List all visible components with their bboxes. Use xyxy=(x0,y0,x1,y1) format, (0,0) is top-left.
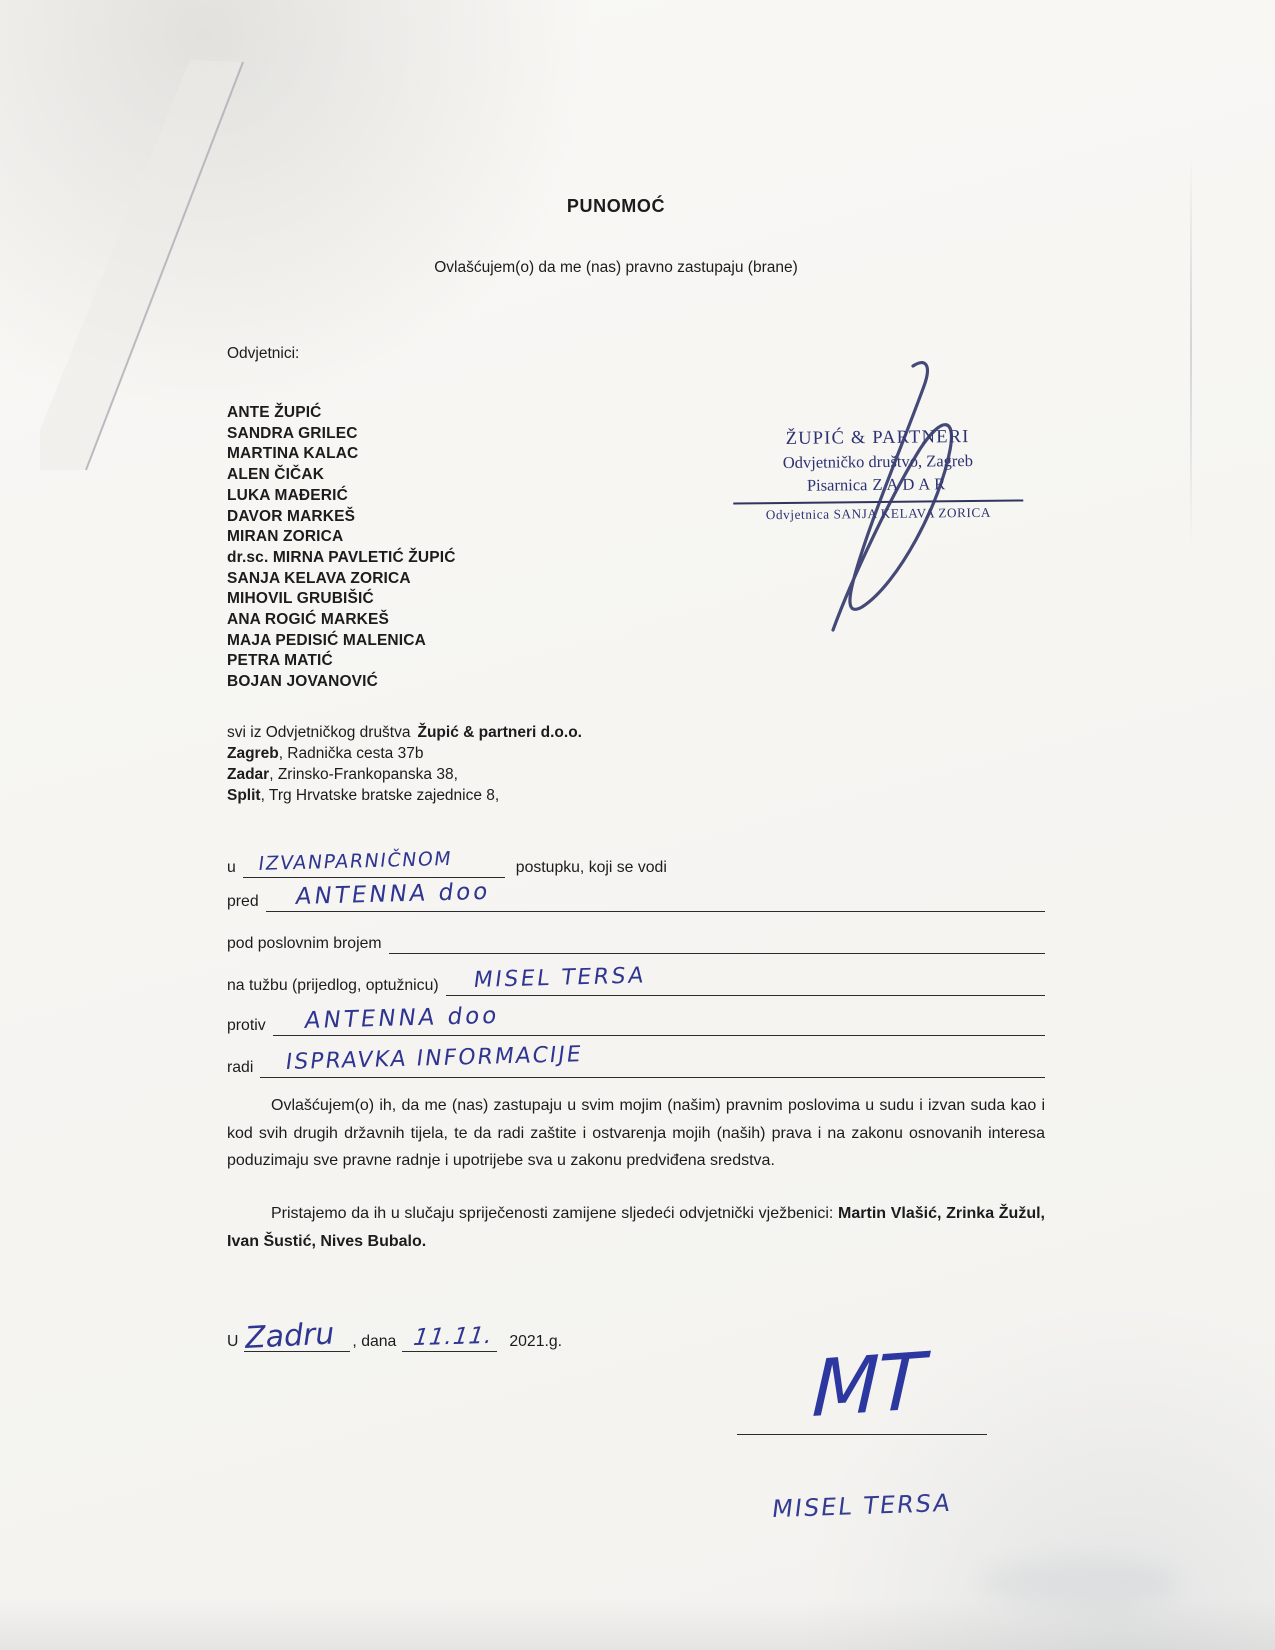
field-line-u xyxy=(243,847,505,878)
field-label-pred: pred xyxy=(227,893,259,910)
stamp-firm-name: ŽUPIĆ & PARTNERI xyxy=(785,427,970,449)
field-label-broj: pod poslovnim brojem xyxy=(227,935,382,952)
lawyer-name: ALEN ČIČAK xyxy=(227,466,325,484)
document-subtitle: Ovlašćujem(o) da me (nas) pravno zastupaju (brane) xyxy=(434,259,798,276)
closing-place-line xyxy=(244,1316,350,1356)
address-rest: , Trg Hrvatske bratske zajednice 8, xyxy=(260,787,500,804)
handwritten-date: 11.11. xyxy=(412,1322,495,1351)
field-line-protiv xyxy=(273,1002,1045,1036)
trainee-names: Martin Vlašić, Zrinka Žužul, Ivan Šustić, Nives Bubalo. xyxy=(227,1205,1045,1250)
form-row-tuzba xyxy=(227,963,1045,996)
address-city: Zagreb xyxy=(227,745,279,762)
trainees-paragraph xyxy=(227,1200,1045,1255)
closing-date-line xyxy=(402,1319,497,1352)
field-label-radi: radi xyxy=(227,1059,254,1076)
handwritten-radi-value: ISPRAVKA INFORMACIJE xyxy=(284,1042,585,1075)
field-label-tuzba: na tužbu (prijedlog, optužnicu) xyxy=(227,977,439,994)
field-label-protiv: protiv xyxy=(227,1017,266,1034)
field-label-u: u xyxy=(227,859,236,876)
address-rest: , Radnička cesta 37b xyxy=(278,745,424,762)
firm-name: Župić & partneri d.o.o. xyxy=(417,724,582,741)
handwritten-pred-value: ANTENNA doo xyxy=(293,878,492,910)
address-line xyxy=(227,743,582,764)
closing-date-row xyxy=(227,1316,568,1356)
field-line-broj xyxy=(389,923,1045,954)
authorization-paragraph: Ovlašćujem(o) ih, da me (nas) zastupaju u svim mojim (našim) pravnim poslovima u sudu i izvan suda kao i kod svih drugih državnih tijela, te da radi zaštite i ostvarenja mojih (naših) prava i na zakonu osnovanih interesa poduzimaju sve pravne radnje i upotrijebe sva u zakonu predviđena sredstva. xyxy=(227,1097,1045,1169)
signature-line xyxy=(737,1434,987,1435)
address-city: Zadar xyxy=(227,766,270,783)
handwritten-tuzba-value: MISEL TERSA xyxy=(471,963,648,993)
field-line-tuzba xyxy=(446,965,1045,996)
stamp-office-label: Pisarnica xyxy=(806,475,868,495)
firm-line xyxy=(227,722,582,743)
lawyer-name: SANDRA GRILEC xyxy=(227,424,358,442)
lawyer-name: MARTINA KALAC xyxy=(227,445,359,463)
address-city: Split xyxy=(227,787,261,804)
field-line-pred xyxy=(266,878,1045,912)
signature-stroke xyxy=(800,356,978,644)
field-suffix-u: postupku, koji se vodi xyxy=(515,859,667,876)
form-row-radi xyxy=(227,1042,1045,1078)
lawyer-name: dr.sc. MIRNA PAVLETIĆ ŽUPIĆ xyxy=(227,548,456,566)
closing-dana-label: , dana xyxy=(352,1333,397,1350)
address-rest: , Zrinsko-Frankopanska 38, xyxy=(269,766,458,783)
handwritten-place: Zadru xyxy=(244,1316,336,1356)
form-row-pred xyxy=(227,878,1045,912)
lawyer-name: MIHOVIL GRUBIŠIĆ xyxy=(227,590,374,608)
lawyers-section-label: Odvjetnici: xyxy=(227,345,300,362)
stamp-attorney-label: Odvjetnica xyxy=(765,506,830,523)
trainees-paragraph-prefix: Pristajemo da ih u slučaju spriječenosti zamijene sljedeći odvjetnički vježbenici: xyxy=(271,1205,839,1222)
stamp-firm-type: Odvjetničko društvo, Zagreb xyxy=(782,451,974,472)
lawyer-name: LUKA MAĐERIĆ xyxy=(227,486,348,504)
lawyer-name: SANJA KELAVA ZORICA xyxy=(227,569,411,587)
stamp-office-city: ZADAR xyxy=(872,474,950,495)
lawyer-name: ANA ROGIĆ MARKEŠ xyxy=(227,611,389,629)
form-row-u xyxy=(227,848,1045,878)
lawyer-name: BOJAN JOVANOVIĆ xyxy=(227,673,378,691)
handwritten-protiv-value: ANTENNA doo xyxy=(302,1002,501,1034)
lawyer-name: MIRAN ZORICA xyxy=(227,528,344,546)
lawyer-name: PETRA MATIĆ xyxy=(227,652,333,670)
lawyer-name: MAJA PEDISIĆ MALENICA xyxy=(227,631,426,649)
form-row-protiv xyxy=(227,1002,1045,1036)
firm-prefix: svi iz Odvjetničkog društva xyxy=(227,724,411,741)
lawyer-name: DAVOR MARKEŠ xyxy=(227,507,356,525)
field-line-radi xyxy=(260,1042,1045,1078)
closing-u-label: U xyxy=(227,1333,239,1350)
lawyer-name: ANTE ŽUPIĆ xyxy=(227,404,322,421)
signature-name: MISEL TERSA xyxy=(770,1488,954,1524)
form-row-broj xyxy=(227,924,1045,954)
document-title: PUNOMOĆ xyxy=(566,196,666,216)
stamp-attorney-name: SANJA KELAVA ZORICA xyxy=(833,504,992,522)
scan-bottom-shadow xyxy=(0,1598,1275,1650)
address-line xyxy=(227,785,582,806)
address-line xyxy=(227,764,582,785)
handwritten-u-value: IZVANPARNIČNOM xyxy=(256,847,454,875)
lawyers-list xyxy=(227,403,456,693)
closing-year-label: 2021.g. xyxy=(509,1333,563,1350)
signature-initials: MT xyxy=(810,1336,925,1436)
firm-block xyxy=(227,722,582,806)
